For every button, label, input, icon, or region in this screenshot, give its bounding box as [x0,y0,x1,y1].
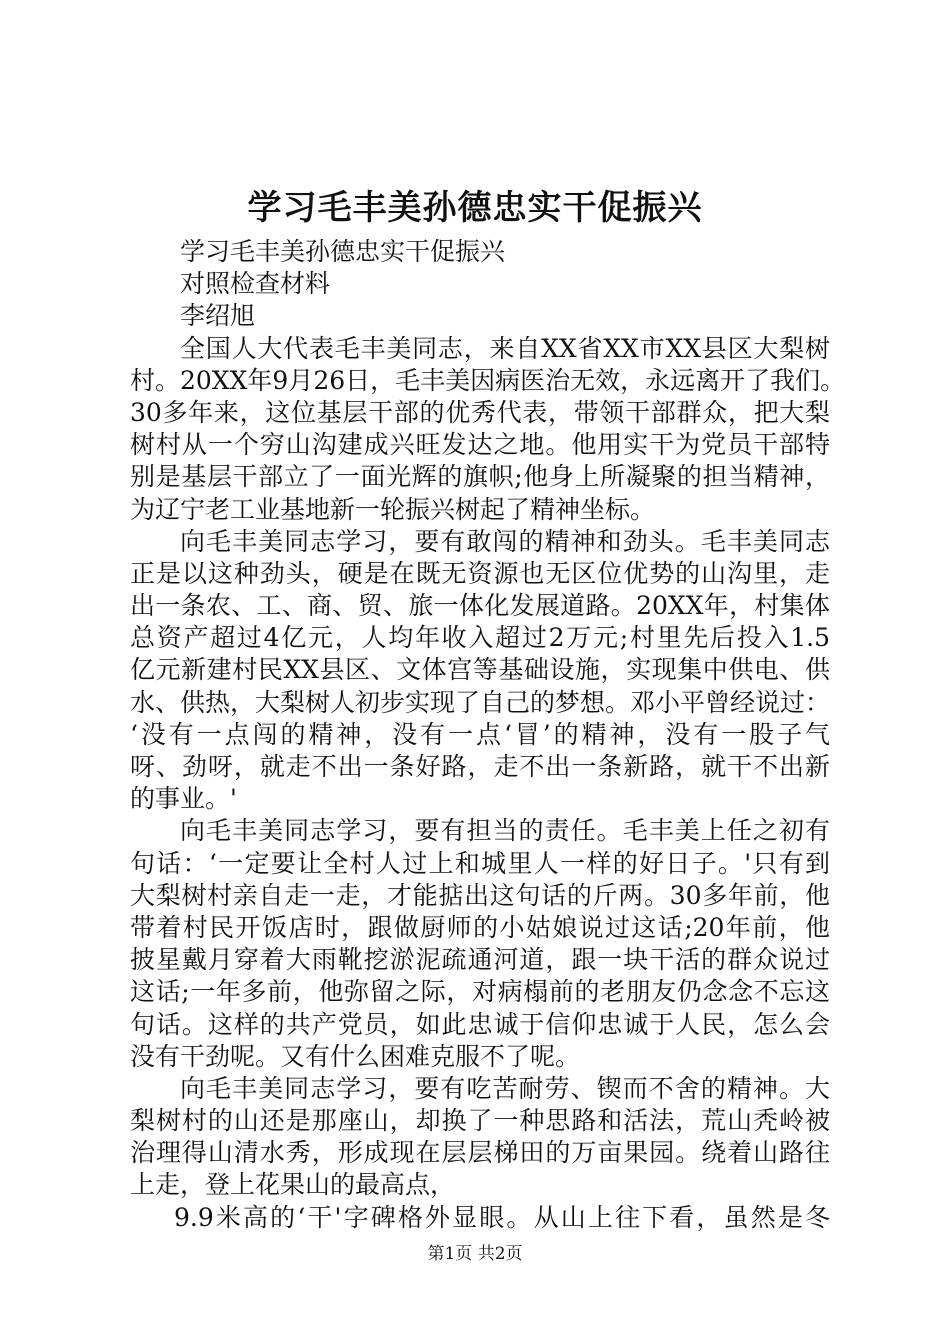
page-footer: 第1页 共2页 [427,1244,523,1264]
text-line: ‘没有一点闯的精神，没有一点‘冒’的精神，没有一股子气 [130,719,830,749]
text-line: 没有干劲呢。又有什么困难克服不了呢。 [130,1041,581,1071]
text-line: 正是以这种劲头，硬是在既无资源也无区位优势的山沟里，走 [130,558,830,588]
text-line: 亿元新建村民XX县区、文体宫等基础设施，实现集中供电、供 [130,655,830,685]
text-line: 村。20XX年9月26日，毛丰美因病医治无效，永远离开了我们。 [130,365,846,395]
text-line: 为辽宁老工业基地新一轮振兴树起了精神坐标。 [130,494,656,524]
text-line: 向毛丰美同志学习，要有敢闯的精神和劲头。毛丰美同志 [180,526,830,556]
text-line: 句话：‘一定要让全村人过上和城里人一样的好日子。'只有到 [130,848,830,878]
text-line: 9.9米高的‘干'字碑格外显眼。从山上往下看，虽然是冬 [174,1202,830,1232]
text-line: 树村从一个穷山沟建成兴旺发达之地。他用实干为党员干部特 [130,430,830,460]
text-line: 带着村民开饭店时，跟做厨师的小姑娘说过这话;20年前，他 [130,912,830,942]
text-line: 呀、劲呀，就走不出一条好路，走不出一条新路，就干不出新 [130,752,830,781]
text-line: 水、供热，大梨树人初步实现了自己的梦想。邓小平曾经说过： [130,687,831,717]
text-line: 向毛丰美同志学习，要有吃苦耐劳、锲而不舍的精神。大 [180,1073,830,1103]
text-line: 向毛丰美同志学习，要有担当的责任。毛丰美上任之初有 [180,816,830,846]
text-line: 大梨树村亲自走一走，才能掂出这句话的斤两。30多年前，他 [130,880,830,910]
text-line: 李绍旭 [180,301,256,331]
text-line: 全国人大代表毛丰美同志，来自XX省XX市XX县区大梨树 [180,333,830,363]
text-line: 披星戴月穿着大雨靴挖淤泥疏通河道，跟一块干活的群众说过 [130,945,830,975]
text-line: 学习毛丰美孙德忠实干促振兴 [180,237,506,266]
text-line: 治理得山清水秀，形成现在层层梯田的万亩果园。绕着山路往 [130,1138,830,1168]
text-line: 这话;一年多前，他弥留之际，对病榻前的老朋友仍念念不忘这 [130,977,830,1007]
document-body [130,236,846,1234]
text-line: 出一条农、工、商、贸、旅一体化发展道路。20XX年，村集体 [130,591,830,621]
text-line: 梨树村的山还是那座山，却换了一种思路和活法，荒山秃岭被 [130,1106,830,1136]
document-title: 学习毛丰美孙德忠实干促振兴 [247,188,703,228]
text-line: 别是基层干部立了一面光辉的旗帜;他身上所凝聚的担当精神， [130,462,830,492]
text-line: 上走，登上花果山的最高点， [130,1170,456,1200]
text-line: 总资产超过4亿元，人均年收入超过2万元;村里先后投入1.5 [130,623,830,653]
text-line: 对照检查材料 [180,269,331,299]
text-line: 30多年来，这位基层干部的优秀代表，带领干部群众，把大梨 [130,397,830,427]
text-line: 句话。这样的共产党员，如此忠诚于信仰忠诚于人民，怎么会 [130,1009,830,1039]
text-line: 的事业。' [130,784,237,814]
